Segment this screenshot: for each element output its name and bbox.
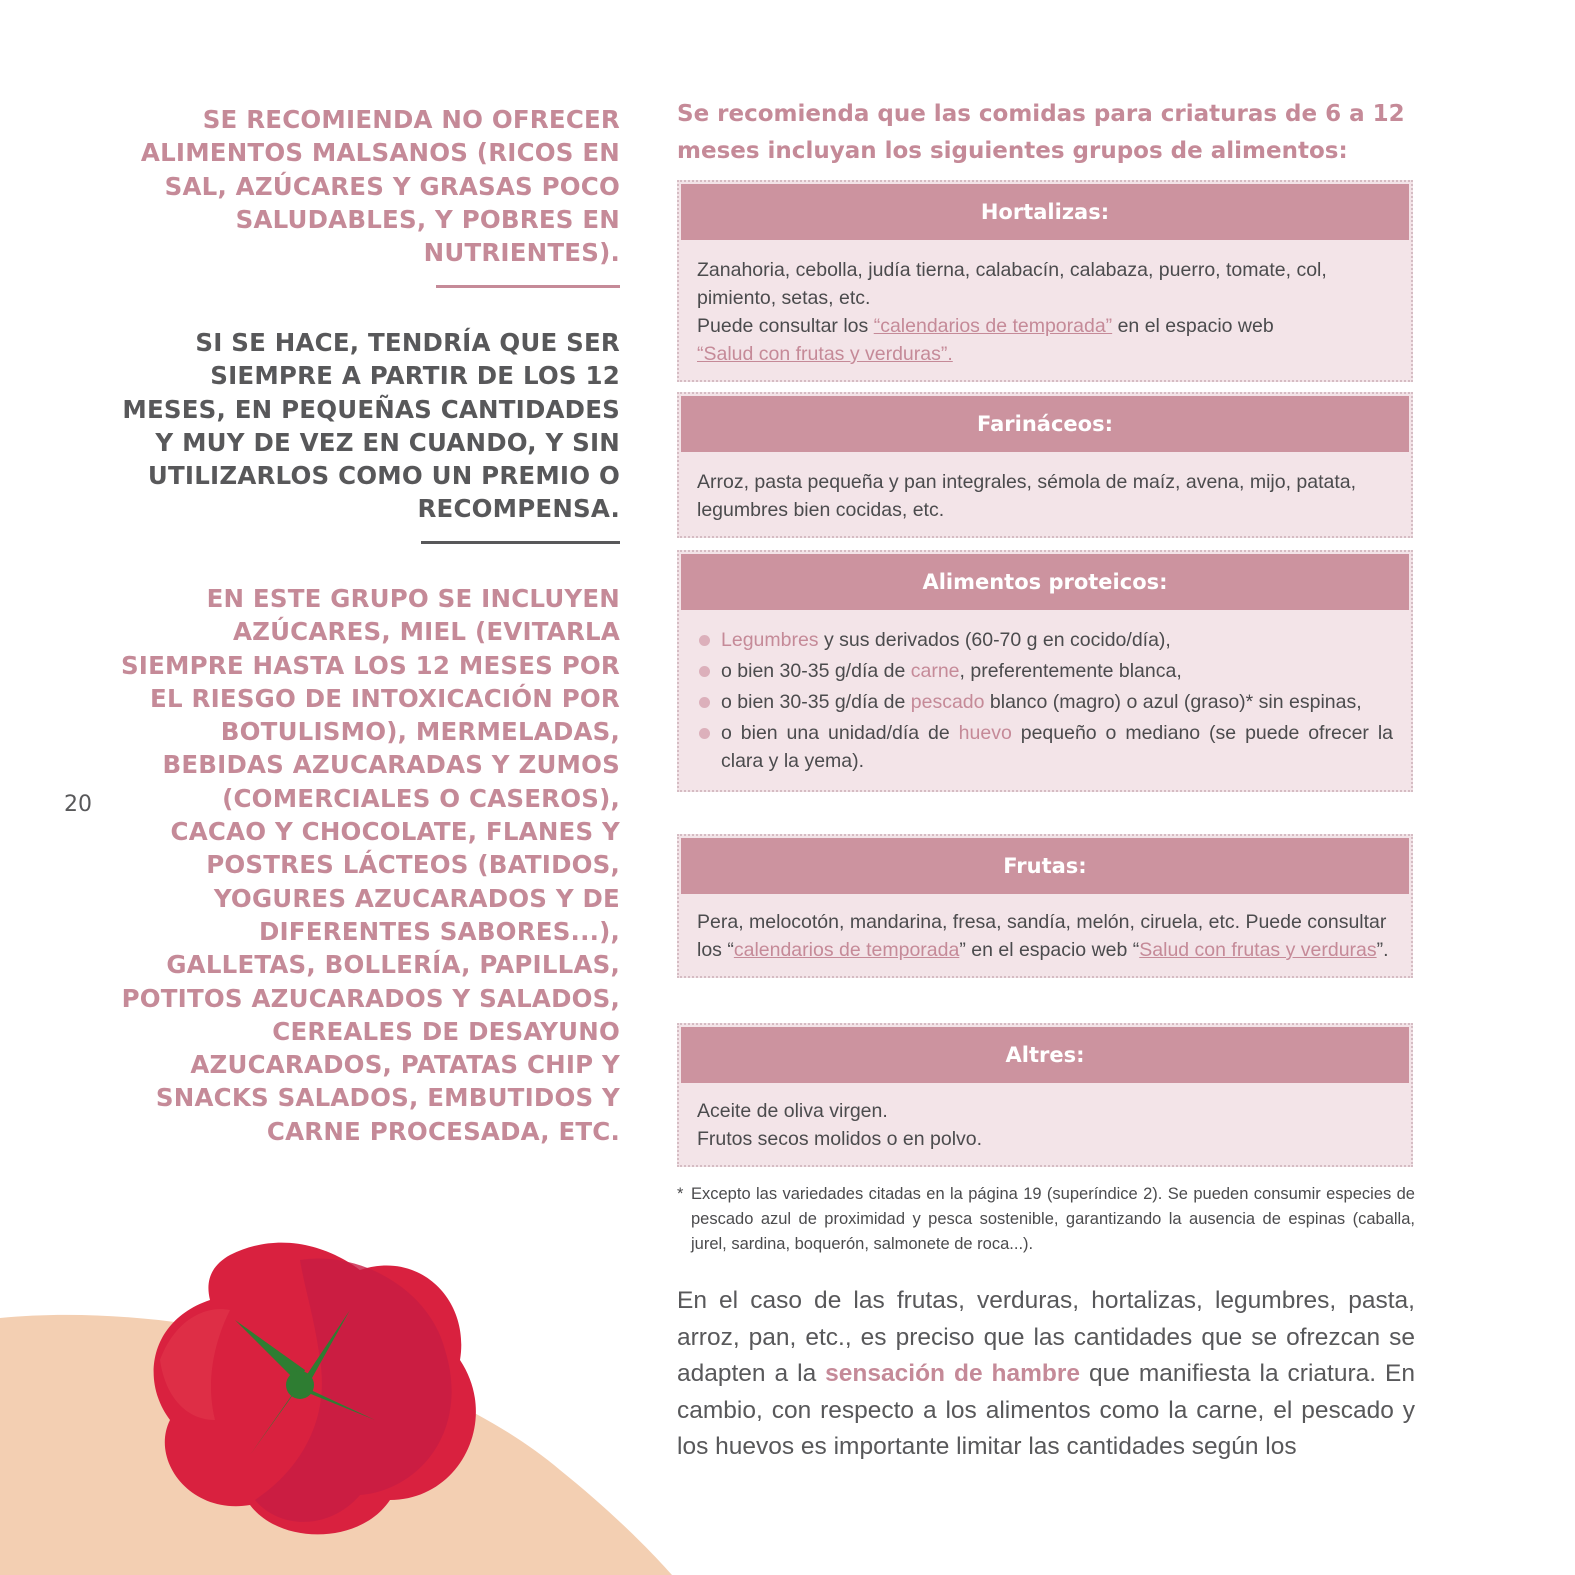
footnote-text: Excepto las variedades citadas en la página 19 (superíndice 2). Se pueden consumir especies de pescado azul de proximidad y pesca sostenible, garantizando la ausencia de espinas (caballa, jurel, sardina, boquerón, salmonete de roca...). [691, 1185, 1415, 1253]
box-title-proteicos: Alimentos proteicos: [681, 554, 1409, 610]
footnote-marker: * [677, 1185, 684, 1203]
callout-text-2: SI SE HACE, TENDRÍA QUE SER SIEMPRE A PARTIR DE LOS 12 MESES, EN PEQUEÑAS CANTIDADES Y MUY DE VEZ EN CUANDO, Y SIN UTILIZARLOS COMO UN PREMIO O RECOMPENSA. [122, 328, 620, 524]
callout-conditions [120, 326, 620, 526]
divider-2 [421, 541, 620, 544]
link-calendarios-frutas[interactable]: calendarios de temporada [733, 939, 960, 961]
bullet-icon [699, 666, 710, 677]
footnote [677, 1182, 1415, 1257]
intro-heading: Se recomienda que las comidas para criaturas de 6 a 12 meses incluyan los siguientes grupos de alimentos: [677, 101, 1405, 164]
list-item: o bien 30-35 g/día de carne, preferentemente blanca, [697, 657, 1393, 685]
callout-text-1: SE RECOMIENDA NO OFRECER ALIMENTOS MALSANOS (RICOS EN SAL, AZÚCARES Y GRASAS POCO SALUDABLES, Y POBRES EN NUTRIENTES). [140, 105, 620, 268]
food-group-proteicos [677, 550, 1413, 792]
altres-line-2: Frutos secos molidos o en polvo. [697, 1128, 983, 1150]
list-item: o bien 30-35 g/día de pescado blanco (magro) o azul (graso)* sin espinas, [697, 688, 1393, 716]
food-group-farinaceos [677, 392, 1413, 538]
highlight-legumbres: Legumbres [721, 629, 819, 651]
food-group-hortalizas [677, 180, 1413, 382]
box-title-frutas: Frutas: [681, 838, 1409, 894]
farinaceos-text: Arroz, pasta pequeña y pan integrales, sémola de maíz, avena, mijo, patata, legumbres bien cocidas, etc. [697, 471, 1357, 521]
highlight-carne: carne [910, 660, 960, 682]
food-group-frutas [677, 834, 1413, 978]
callout-group [120, 582, 620, 1148]
bullet-icon [699, 635, 710, 646]
list-item: o bien una unidad/día de huevo pequeño o mediano (se puede ofrecer la clara y la yema). [697, 719, 1393, 775]
tomato-illustration [154, 1243, 476, 1535]
altres-line-1: Aceite de oliva virgen. [697, 1100, 888, 1122]
box-title-farinaceos: Farináceos: [681, 396, 1409, 452]
box-title-altres: Altres: [681, 1027, 1409, 1083]
hortalizas-consult-text: Puede consultar los [697, 315, 874, 337]
highlight-pescado: pescado [910, 691, 985, 713]
list-item: Legumbres y sus derivados (60-70 g en cocido/día), [697, 626, 1393, 654]
highlight-sensacion-hambre: sensación de hambre [825, 1360, 1081, 1387]
hortalizas-text: Zanahoria, cebolla, judía tierna, calabacín, calabaza, puerro, tomate, col, pimiento, setas, etc. [697, 259, 1327, 309]
bullet-icon [699, 728, 710, 739]
bullet-icon [699, 697, 710, 708]
body-paragraph: En el caso de las frutas, verduras, hortalizas, legumbres, pasta, arroz, pan, etc., es preciso que las cantidades que se ofrezcan se adapten a la sensación de hambre que manifiesta la criatura. En cambio, con respecto a los alimentos como la carne, el pescado y los huevos es importante limitar las cantidades según los [677, 1287, 1415, 1460]
divider-1 [436, 285, 620, 288]
proteicos-list [697, 626, 1393, 775]
link-salud-frutas[interactable]: “Salud con frutas y verduras”. [697, 343, 953, 365]
callout-unhealthy [120, 103, 620, 269]
box-title-hortalizas: Hortalizas: [681, 184, 1409, 240]
page-number: 20 [64, 792, 92, 817]
highlight-huevo: huevo [958, 722, 1012, 744]
hortalizas-web-text: en el espacio web [1112, 315, 1274, 337]
callout-text-3: EN ESTE GRUPO SE INCLUYEN AZÚCARES, MIEL (EVITARLA SIEMPRE HASTA LOS 12 MESES POR EL RIESGO DE INTOXICACIÓN POR BOTULISMO), MERMELADAS, BEBIDAS AZUCARADAS Y ZUMOS (COMERCIALES O CASEROS), CACAO Y CHOCOLATE, FLANES Y POSTRES LÁCTEOS (BATIDOS, YOGURES AZUCARADOS Y DE DIFERENTES SABORES...), GALLETAS, BOLLERÍA, PAPILLAS, POTITOS AZUCARADOS Y SALADOS, CEREALES DE DESAYUNO AZUCARADOS, PATATAS CHIP Y SNACKS SALADOS, EMBUTIDOS Y CARNE PROCESADA, ETC. [120, 584, 620, 1146]
link-calendarios[interactable]: “calendarios de temporada” [873, 315, 1113, 337]
food-group-altres [677, 1023, 1413, 1167]
link-salud-frutas-2[interactable]: Salud con frutas y verduras [1139, 939, 1377, 961]
frutas-text: Pera, melocotón, mandarina, fresa, sandía, melón, ciruela, etc. Puede consultar los “calendarios de temporada” en el espacio web “Salud con frutas y verduras”. [697, 911, 1389, 961]
